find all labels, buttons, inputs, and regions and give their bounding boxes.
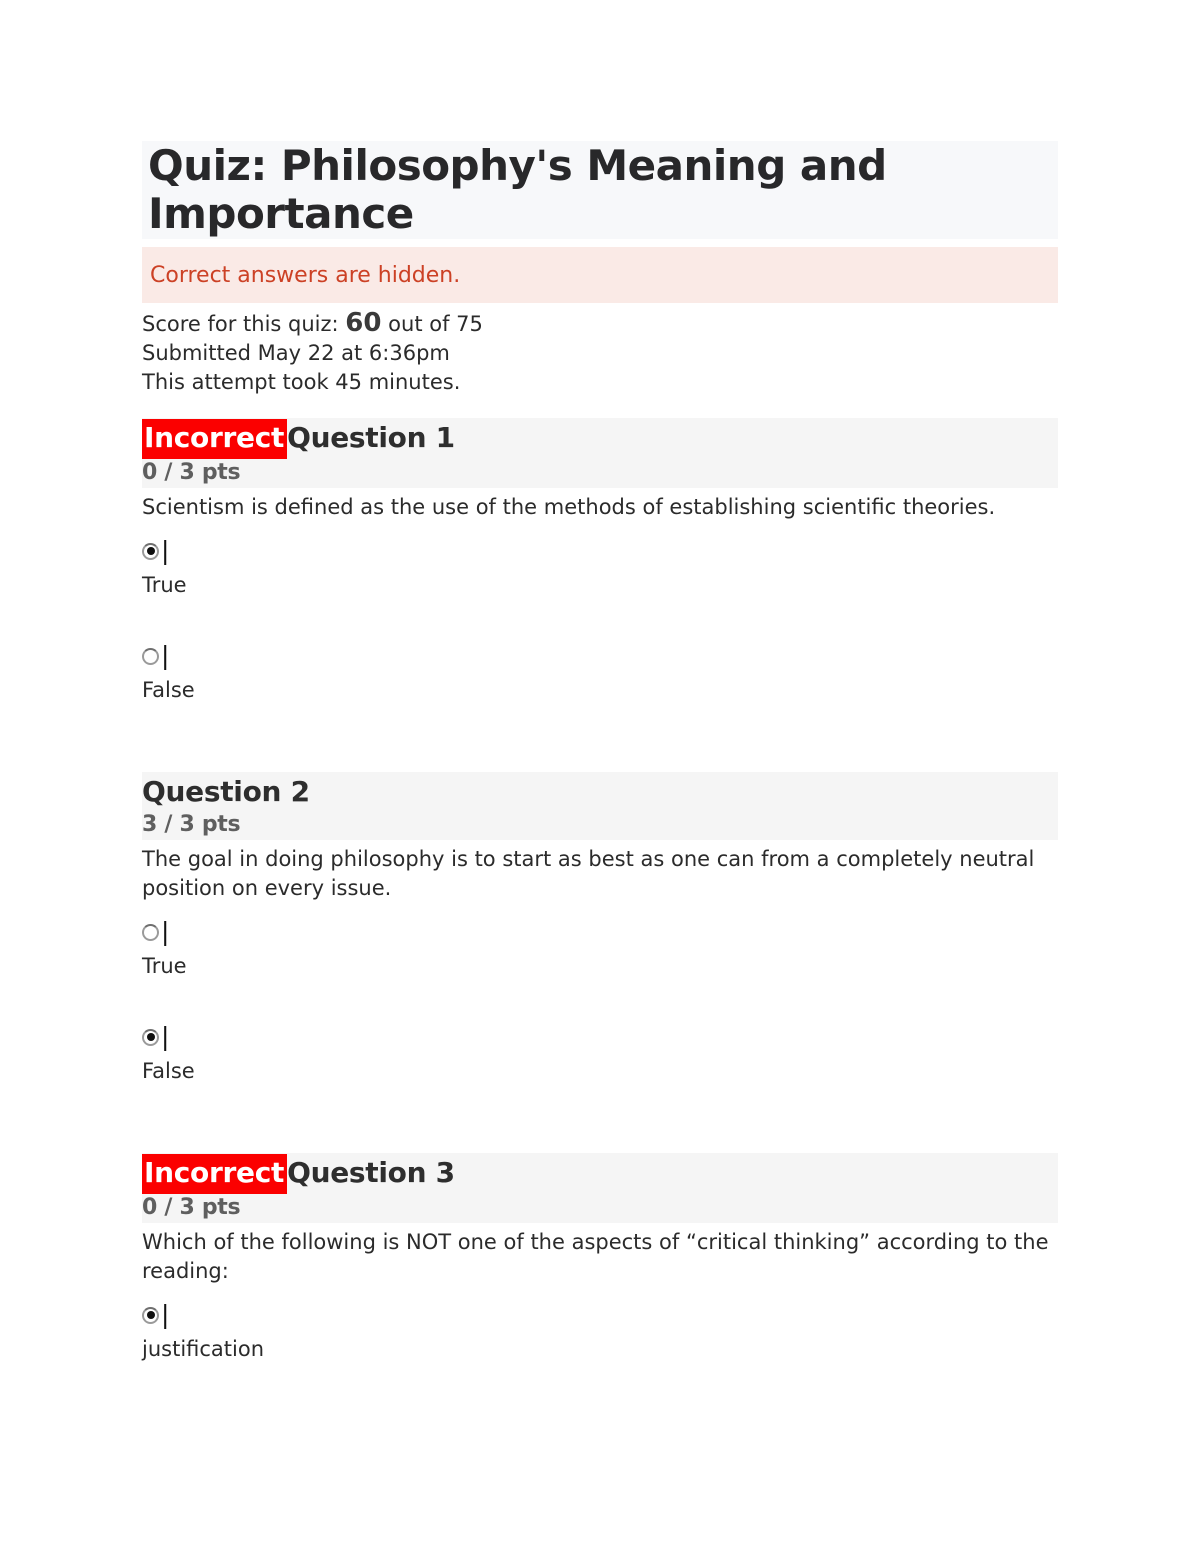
hidden-answers-banner [142,247,1058,303]
score-value: 60 [345,308,382,338]
answer-label: False [142,678,195,702]
score-line: Score for this quiz: 60 out of 75 [142,308,483,338]
question-points: 3 / 3 pts [142,812,241,837]
radio-row [142,1301,1058,1329]
status-badge: Incorrect [142,1154,287,1194]
question-points: 0 / 3 pts [142,1195,241,1220]
question-title: Question 1 [287,421,455,454]
radio-button[interactable] [142,543,159,560]
radio-button[interactable] [142,648,159,665]
question-text: The goal in doing philosophy is to start as best as one can from a completely neutral position on every issue. [142,847,1035,900]
radio-row [142,537,1058,565]
question-header [142,772,1058,840]
question-section-2 [142,772,1058,1086]
answer-label: True [142,573,187,597]
question-section-3 [142,1153,1058,1364]
question-title-line [142,773,1058,811]
page-title: Quiz: Philosophy's Meaning and Importance [142,141,1058,239]
submitted-line: Submitted May 22 at 6:36pm [142,341,450,365]
text-cursor: | [161,917,170,946]
status-badge: Incorrect [142,419,287,459]
question-text: Which of the following is NOT one of the aspects of “critical thinking” according to the reading: [142,1230,1049,1283]
text-cursor: | [161,1022,170,1051]
answer-option [142,537,1058,600]
answer-label: False [142,1059,195,1083]
text-cursor: | [161,1300,170,1329]
question-section-1 [142,418,1058,705]
radio-row [142,1023,1058,1051]
attempt-duration-line: This attempt took 45 minutes. [142,370,461,394]
answer-label: justification [142,1337,265,1361]
radio-row [142,642,1058,670]
quiz-meta [142,309,1058,397]
answer-list [142,918,1058,1086]
answer-label: True [142,954,187,978]
question-points: 0 / 3 pts [142,460,241,485]
answer-option [142,918,1058,981]
question-title-line [142,1154,1058,1194]
question-title-line [142,419,1058,459]
question-text: Scientism is defined as the use of the methods of establishing scientific theories. [142,495,996,519]
text-cursor: | [161,536,170,565]
radio-button[interactable] [142,924,159,941]
radio-button[interactable] [142,1029,159,1046]
hidden-answers-banner-text: Correct answers are hidden. [150,262,461,288]
answer-option [142,1023,1058,1086]
question-header [142,1153,1058,1223]
quiz-results-page [142,0,1058,1364]
answer-option [142,1301,1058,1364]
answer-option [142,642,1058,705]
question-header [142,418,1058,488]
radio-row [142,918,1058,946]
question-title: Question 2 [142,775,310,808]
text-cursor: | [161,641,170,670]
answer-list [142,537,1058,705]
answer-list [142,1301,1058,1364]
question-title: Question 3 [287,1156,455,1189]
radio-button[interactable] [142,1307,159,1324]
